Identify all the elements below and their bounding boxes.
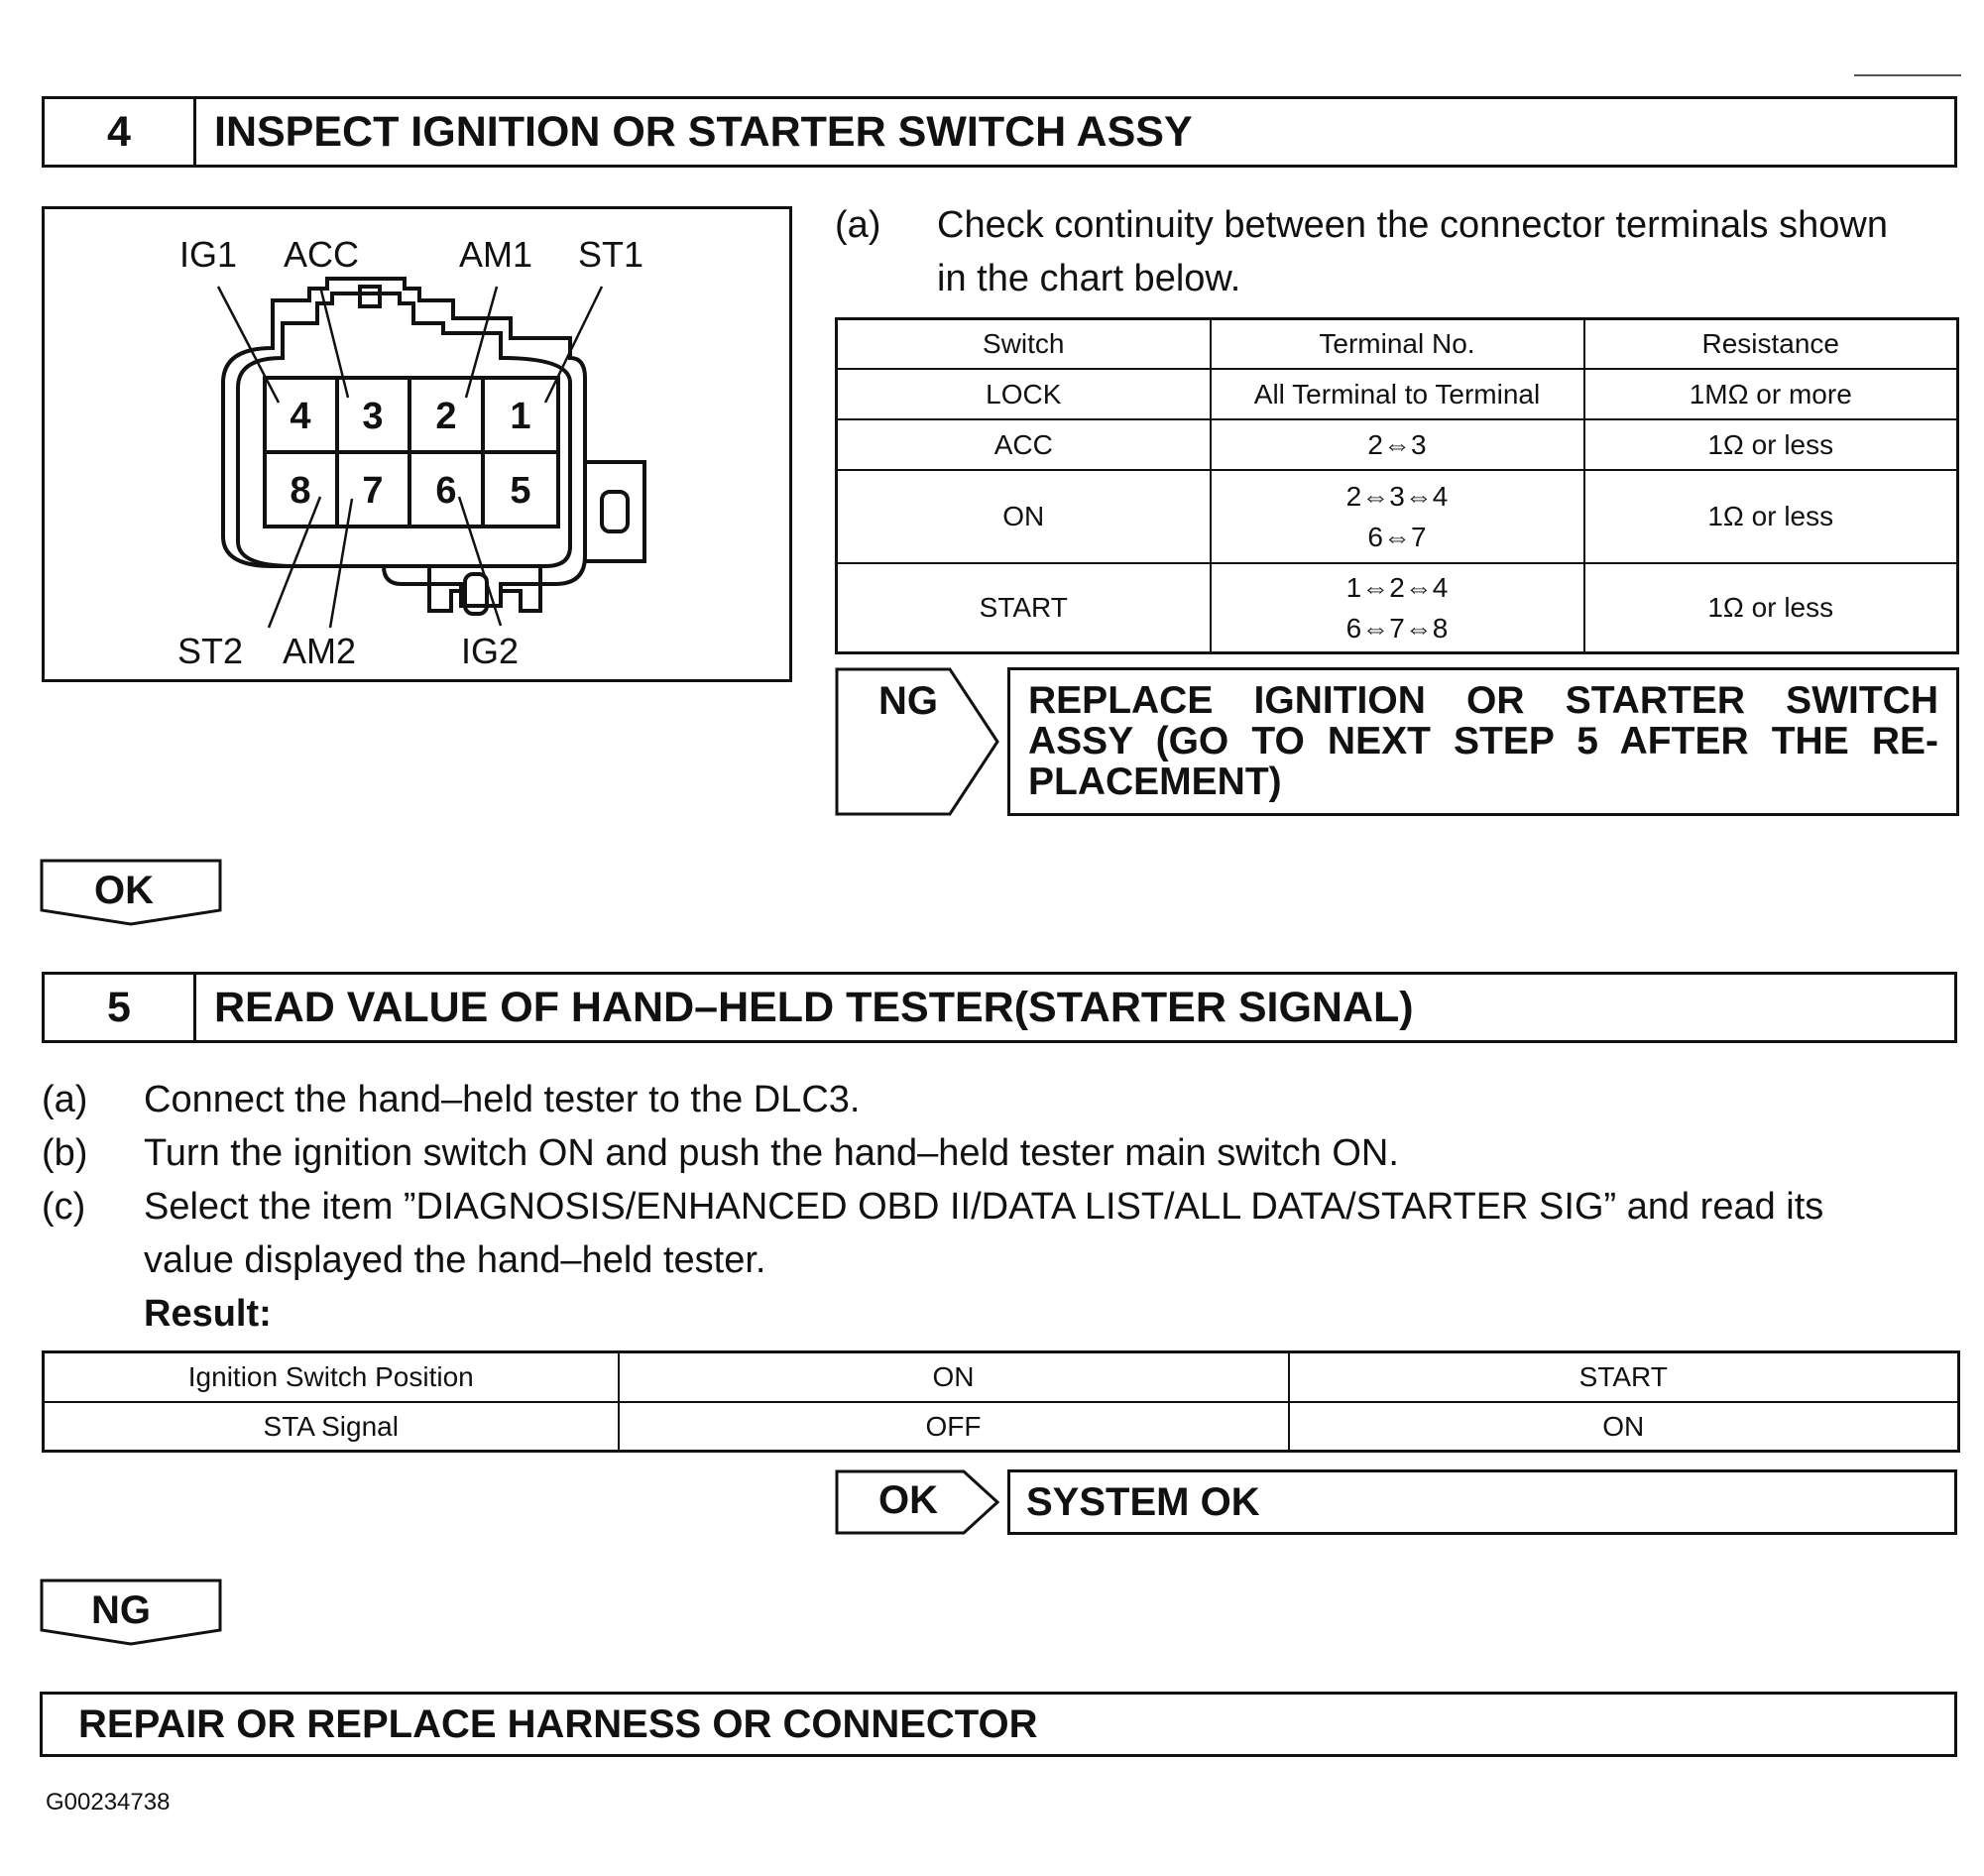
latch-slot <box>360 287 380 306</box>
right-latch-slot <box>602 492 628 531</box>
instruction-label: (a) <box>42 1079 88 1120</box>
row-terminal-line1: 1⇔2⇔4 <box>1345 571 1449 603</box>
instruction-text: Select the item ”DIAGNOSIS/ENHANCED OBD II/DATA LIST/ALL DATA/STARTER SIG” and read its <box>144 1186 1824 1228</box>
result-label: Result: <box>144 1293 272 1335</box>
step4-ng-action-line3: PLACEMENT) <box>1028 761 1282 803</box>
row-resistance: 1Ω or less <box>1584 419 1958 470</box>
right-latch <box>585 462 644 561</box>
row-resistance: 1MΩ or more <box>1584 369 1958 419</box>
step4-instruction-text: Check continuity between the connector terminals shown <box>937 204 1888 246</box>
label-ig2: IG2 <box>461 631 520 671</box>
step4-instruction-text2: in the chart below. <box>937 258 1241 299</box>
step5-header <box>42 972 1957 1043</box>
instruction-text-continued: value displayed the hand–held tester. <box>144 1239 766 1281</box>
figure-id: G00234738 <box>46 1789 171 1816</box>
bottom-tab-right <box>501 566 540 611</box>
step4-title: INSPECT IGNITION OR STARTER SWITCH ASSY <box>214 107 1193 156</box>
instruction-item <box>42 1073 1965 1126</box>
row-resistance: 1Ω or less <box>1584 563 1958 653</box>
result-cell: ON <box>619 1352 1289 1402</box>
system-ok-box <box>1007 1469 1957 1535</box>
step5-number: 5 <box>45 975 196 1040</box>
table-row <box>837 470 1958 563</box>
header-terminal: Terminal No. <box>1211 319 1584 369</box>
instruction-text: Turn the ignition switch ON and push the hand–held tester main switch ON. <box>144 1132 1399 1174</box>
connector-drawing <box>45 209 789 679</box>
table-row <box>837 419 1958 470</box>
instruction-label: (c) <box>42 1186 86 1228</box>
row-resistance: 1Ω or less <box>1584 470 1958 563</box>
row-switch: START <box>837 563 1211 653</box>
label-acc: ACC <box>284 234 360 275</box>
result-cell: ON <box>1289 1402 1959 1452</box>
system-ok-text: SYSTEM OK <box>1026 1480 1260 1524</box>
connector-housing-outer <box>223 279 585 606</box>
step4-number: 4 <box>45 99 196 165</box>
step4-ng-action-line2: ASSY (GO TO NEXT STEP 5 AFTER THE RE- <box>1028 720 1938 762</box>
step4-ng-arrow <box>835 667 999 816</box>
table-row <box>44 1402 1959 1452</box>
label-st1: ST1 <box>578 234 644 275</box>
leader-am2 <box>330 499 352 628</box>
table-row <box>44 1352 1959 1402</box>
bottom-tab-left <box>429 566 461 611</box>
pin-1: 1 <box>510 396 531 437</box>
leader-st1 <box>545 287 602 403</box>
row-switch: ACC <box>837 419 1211 470</box>
step5-ng-arrow <box>40 1579 223 1648</box>
pin-6: 6 <box>435 470 457 512</box>
result-table <box>42 1350 1957 1450</box>
label-ig1: IG1 <box>179 234 238 275</box>
result-cell: Ignition Switch Position <box>44 1352 619 1402</box>
leader-st2 <box>269 497 320 628</box>
label-st2: ST2 <box>177 631 244 671</box>
step4-instruction <box>835 198 1965 305</box>
step5-ng-label: NG <box>91 1588 151 1632</box>
step5-instructions <box>42 1073 1965 1341</box>
label-am1: AM1 <box>459 234 533 275</box>
instruction-label: (b) <box>42 1132 88 1174</box>
pin-2: 2 <box>435 396 457 437</box>
step5-ok-label: OK <box>878 1478 938 1522</box>
row-terminal: 2⇔3 <box>1211 419 1584 470</box>
instruction-item <box>42 1126 1965 1180</box>
step4-ng-action-line1: REPLACE IGNITION OR STARTER SWITCH <box>1028 679 1938 722</box>
result-cell: OFF <box>619 1402 1289 1452</box>
row-terminal: All Terminal to Terminal <box>1211 369 1584 419</box>
pin-4: 4 <box>290 396 311 437</box>
pin-3: 3 <box>362 396 384 437</box>
table-row <box>837 563 1958 653</box>
row-terminal-line2: 6⇔7 <box>1367 521 1427 552</box>
step4-ng-action <box>1007 667 1959 816</box>
row-terminal-line1: 2⇔3⇔4 <box>1345 480 1449 512</box>
pin-8: 8 <box>290 470 311 512</box>
step4-ok-label: OK <box>94 869 154 912</box>
corner-rule <box>1854 74 1961 76</box>
pin-7: 7 <box>362 470 384 512</box>
row-terminal-line2: 6⇔7⇔8 <box>1345 612 1449 644</box>
instruction-item <box>42 1180 1965 1233</box>
step4-ng-label: NG <box>878 679 938 723</box>
table-row <box>837 369 1958 419</box>
leader-ig1 <box>218 287 279 403</box>
final-action-text: REPAIR OR REPLACE HARNESS OR CONNECTOR <box>78 1702 1038 1746</box>
connector-diagram <box>42 206 792 682</box>
step5-title: READ VALUE OF HAND–HELD TESTER(STARTER SIGNAL) <box>214 983 1414 1031</box>
continuity-table <box>835 317 1959 651</box>
pin-5: 5 <box>510 470 531 512</box>
result-cell: START <box>1289 1352 1959 1402</box>
row-terminal <box>1211 470 1584 563</box>
row-terminal <box>1211 563 1584 653</box>
step5-ok-arrow <box>835 1469 999 1535</box>
final-action-box <box>40 1692 1957 1757</box>
step4-ok-arrow <box>40 859 223 928</box>
row-switch: LOCK <box>837 369 1211 419</box>
result-cell: STA Signal <box>44 1402 619 1452</box>
instruction-text: Connect the hand–held tester to the DLC3. <box>144 1079 861 1120</box>
row-switch: ON <box>837 470 1211 563</box>
label-am2: AM2 <box>283 631 357 671</box>
header-switch: Switch <box>837 319 1211 369</box>
header-resistance: Resistance <box>1584 319 1958 369</box>
step4-header <box>42 96 1957 168</box>
step4-instruction-label: (a) <box>835 204 881 246</box>
